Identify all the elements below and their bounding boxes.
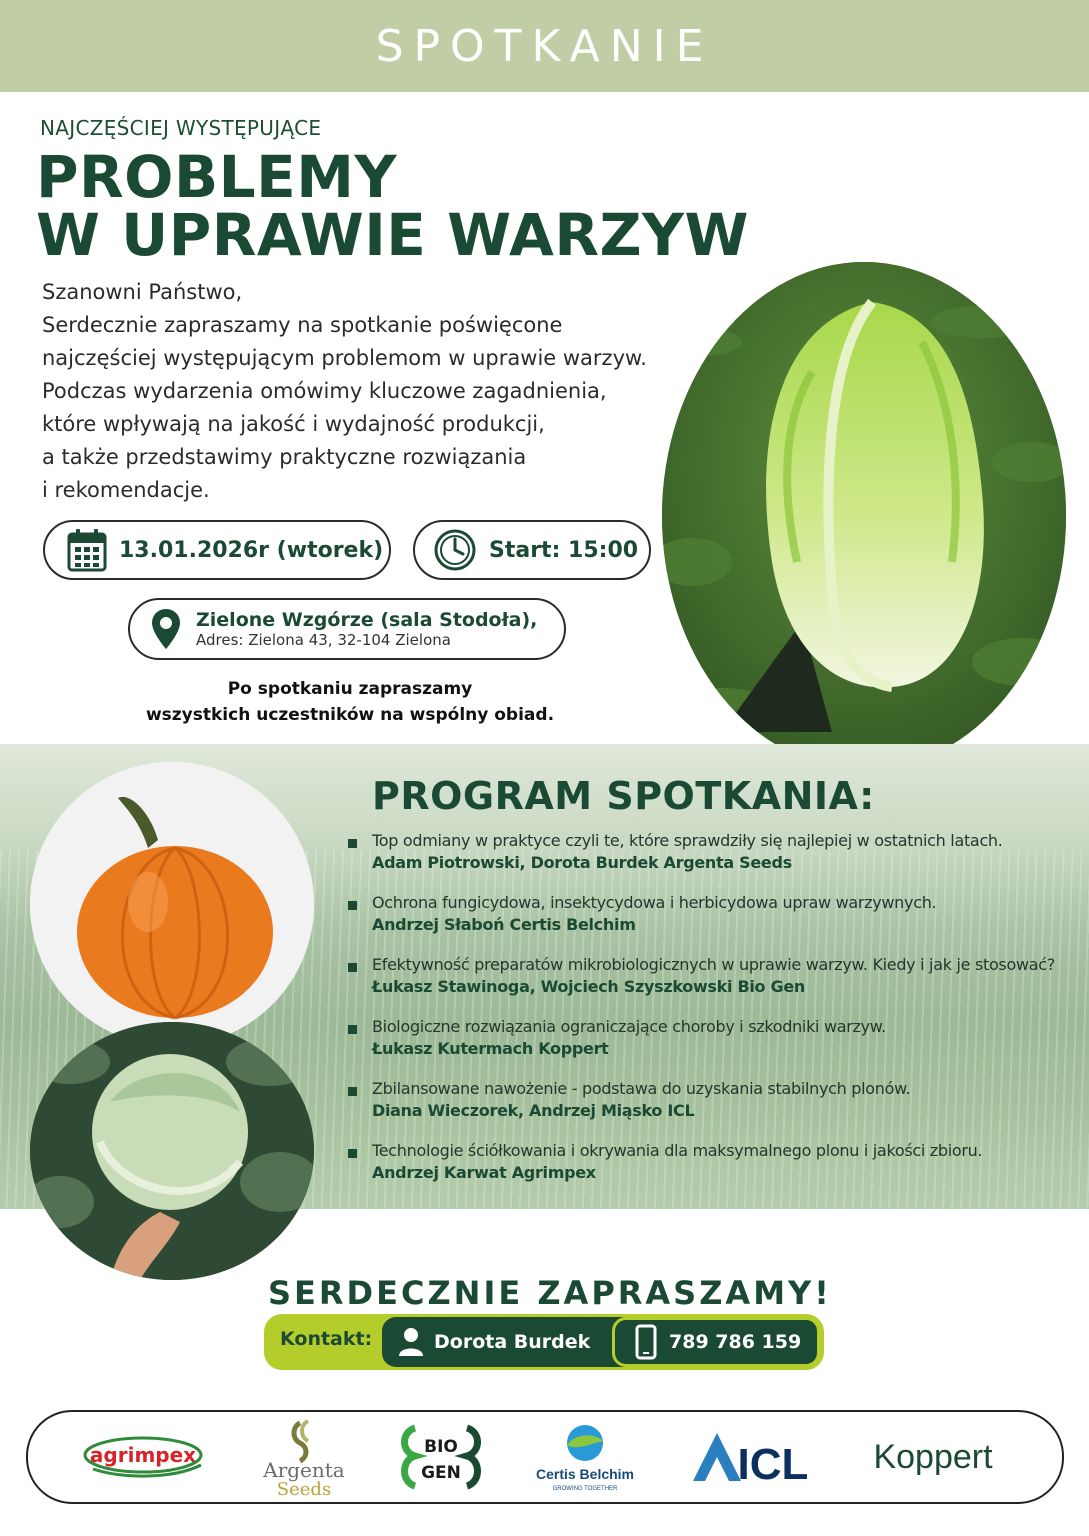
contact-phone[interactable] (612, 1317, 820, 1367)
bullet-icon (348, 963, 357, 972)
bullet-icon (348, 901, 357, 910)
main-title-line1: PROBLEMY (36, 143, 397, 211)
intro-line: i rekomendacje. (42, 478, 210, 502)
seeds-text: Seeds (276, 1479, 331, 1497)
sponsor-logos (26, 1410, 1064, 1504)
contact-name: Dorota Burdek (434, 1331, 591, 1353)
program-speakers: Adam Piotrowski, Dorota Burdek Argenta Seeds (372, 853, 792, 872)
intro-paragraph (42, 276, 682, 507)
program-item (348, 1140, 1068, 1184)
program-topic: Top odmiany w praktyce czyli te, które sprawdziły się najlepiej w ostatnich latach. (372, 831, 1003, 850)
icl-logo (689, 1417, 809, 1497)
agrimpex-text: agrimpex (89, 1443, 196, 1467)
program-topic: Ochrona fungicydowa, insektycydowa i herbicydowa upraw warzywnych. (372, 893, 937, 912)
program-title: PROGRAM SPOTKANIA: (372, 774, 875, 818)
bullet-icon (348, 839, 357, 848)
location-pill (128, 598, 566, 660)
koppert-logo (858, 1417, 1008, 1497)
bullet-icon (348, 1087, 357, 1096)
program-speakers: Diana Wieczorek, Andrzej Miąsko ICL (372, 1101, 695, 1120)
intro-line: a także przedstawimy praktyczne rozwiązania (42, 445, 527, 469)
calendar-icon (67, 528, 107, 572)
program-speakers: Andrzej Karwat Agrimpex (372, 1163, 596, 1182)
intro-line: Szanowni Państwo, (42, 280, 243, 304)
invite-heading: SERDECZNIE ZAPRASZAMY! (268, 1274, 832, 1312)
intro-line: które wpływają na jakość i wydajność produkcji, (42, 412, 545, 436)
program-item (348, 1078, 1068, 1122)
contact-phone-number: 789 786 159 (669, 1331, 802, 1353)
location-address: Adres: Zielona 43, 32-104 Zielona (196, 631, 451, 650)
program-item (348, 954, 1068, 998)
clock-icon (433, 528, 477, 572)
program-topic: Efektywność preparatów mikrobiologicznych w uprawie warzyw. Kiedy i jak je stosować? (372, 955, 1055, 974)
intro-line: Podczas wydarzenia omówimy kluczowe zagadnienia, (42, 379, 607, 403)
contact-bar (264, 1314, 824, 1370)
intro-line: Serdecznie zapraszamy na spotkanie poświęcone (42, 313, 563, 337)
lunch-line1: Po spotkaniu zapraszamy (227, 679, 473, 699)
time-pill (413, 520, 651, 580)
location-name: Zielone Wzgórze (sala Stodoła), (196, 608, 538, 631)
top-banner (0, 0, 1089, 92)
program-speakers: Łukasz Stawinoga, Wojciech Szyszkowski Bio Gen (372, 977, 805, 996)
program-speakers: Łukasz Kutermach Koppert (372, 1039, 609, 1058)
lunch-line2: wszystkich uczestników na wspólny obiad. (145, 705, 555, 725)
program-item (348, 830, 1068, 874)
pretitle: NAJCZĘŚCIEJ WYSTĘPUJĄCE (40, 116, 322, 140)
location-text (196, 609, 537, 650)
program-topic: Technologie ściółkowania i okrywania dla maksymalnego plonu i jakości zbioru. (372, 1141, 983, 1160)
bio-text: BIO (423, 1437, 458, 1457)
bullet-icon (348, 1149, 357, 1158)
event-time: Start: 15:00 (489, 537, 639, 563)
program-topic: Zbilansowane nawożenie - podstawa do uzyskania stabilnych plonów. (372, 1079, 911, 1098)
program-item (348, 892, 1068, 936)
argenta-seeds-logo (256, 1417, 352, 1497)
koppert-text: Koppert (872, 1438, 993, 1476)
certis-text: Certis Belchim (535, 1466, 634, 1482)
banner-title: SPOTKANIE (375, 20, 714, 72)
program-speakers: Andrzej Słaboń Certis Belchim (372, 915, 636, 934)
biogen-logo (401, 1417, 481, 1497)
icl-text: ICL (737, 1440, 808, 1487)
cabbage-photo (30, 1022, 314, 1280)
program-topic: Biologiczne rozwiązania ograniczające choroby i szkodniki warzyw. (372, 1017, 886, 1036)
lunch-note (140, 676, 560, 728)
pumpkin-photo (30, 762, 314, 1046)
intro-line: najczęściej występującym problemom w uprawie warzyw. (42, 346, 647, 370)
argenta-text: Argenta (262, 1458, 345, 1482)
gen-text: GEN (420, 1463, 461, 1483)
agrimpex-logo (83, 1417, 207, 1497)
program-item (348, 1016, 1068, 1060)
certis-tagline: GROWING TOGETHER (552, 1486, 617, 1492)
contact-label: Kontakt: (280, 1328, 373, 1350)
program-list (348, 830, 1068, 1202)
date-pill (43, 520, 391, 580)
event-date: 13.01.2026r (wtorek) (119, 537, 384, 563)
location-pin-icon (150, 608, 182, 650)
phone-icon (635, 1324, 657, 1360)
person-icon (398, 1327, 424, 1357)
main-title-line2: W UPRAWIE WARZYW (36, 201, 750, 269)
bullet-icon (348, 1025, 357, 1034)
certis-belchim-logo (530, 1417, 640, 1497)
chinese-cabbage-photo (662, 262, 1066, 770)
